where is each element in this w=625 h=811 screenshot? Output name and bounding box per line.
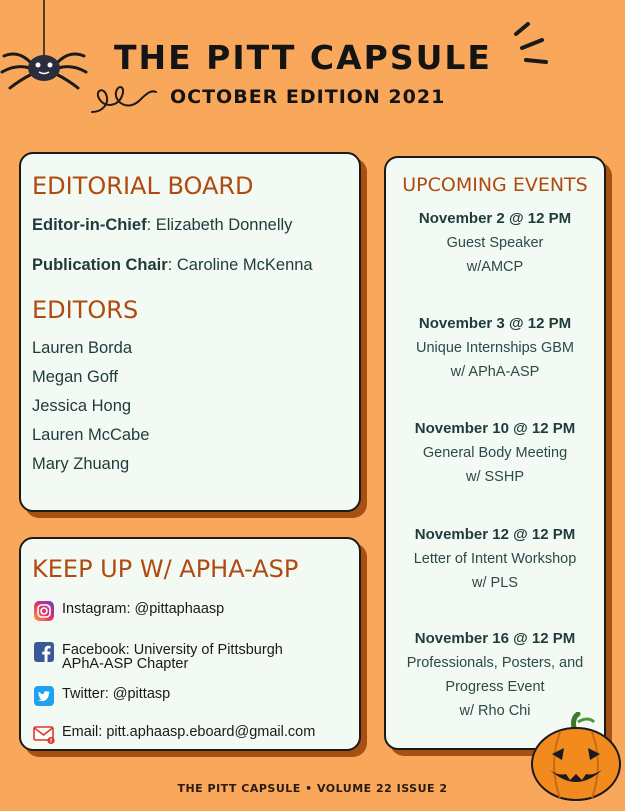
event-title: Letter of Intent Workshop bbox=[413, 551, 577, 567]
event-item bbox=[386, 315, 604, 384]
footer: THE PITT CAPSULE • VOLUME 22 ISSUE 2 bbox=[177, 782, 448, 795]
editor-name: Jessica Hong bbox=[32, 397, 132, 415]
event-title: Professionals, Posters, and bbox=[406, 655, 584, 671]
keep-up-card bbox=[19, 537, 361, 751]
event-title: Guest Speaker bbox=[446, 235, 544, 251]
event-host: w/ SSHP bbox=[465, 469, 524, 485]
event-host: w/ Rho Chi bbox=[459, 703, 531, 719]
event-title: General Body Meeting bbox=[422, 445, 568, 461]
event-title: Progress Event bbox=[445, 679, 545, 695]
email-contact[interactable] bbox=[33, 723, 315, 745]
upcoming-events-heading: UPCOMING EVENTS bbox=[402, 174, 588, 196]
sparkle-lines-icon bbox=[508, 20, 558, 70]
editor-name: Lauren McCabe bbox=[32, 426, 150, 444]
event-date: November 16 @ 12 PM bbox=[414, 630, 576, 647]
twitter-text: Twitter: @pittasp bbox=[62, 686, 171, 702]
swirl-icon bbox=[88, 82, 160, 118]
editor-name: Megan Goff bbox=[32, 368, 118, 386]
event-host: w/AMCP bbox=[466, 259, 524, 275]
editors-heading: EDITORS bbox=[32, 296, 139, 324]
event-host: w/ APhA-ASP bbox=[450, 364, 540, 380]
twitter-icon bbox=[33, 685, 55, 707]
instagram-icon bbox=[33, 600, 55, 622]
keep-up-heading: KEEP UP W/ APHA-ASP bbox=[32, 555, 299, 583]
event-item bbox=[386, 526, 604, 595]
spider-icon bbox=[0, 0, 92, 95]
twitter-contact[interactable] bbox=[33, 685, 170, 707]
instagram-contact[interactable] bbox=[33, 600, 224, 622]
editorial-board-card bbox=[19, 152, 361, 512]
publication-chair: Publication Chair: Caroline McKenna bbox=[32, 256, 313, 274]
facebook-text-line-1: Facebook: University of Pittsburgh bbox=[62, 642, 283, 658]
upcoming-events-card bbox=[384, 156, 606, 750]
edition-subtitle: OCTOBER EDITION 2021 bbox=[170, 86, 446, 108]
facebook-text-line-2: APhA-ASP Chapter bbox=[62, 656, 189, 672]
facebook-contact[interactable] bbox=[33, 641, 283, 671]
event-date: November 2 @ 12 PM bbox=[418, 210, 572, 227]
facebook-icon bbox=[33, 641, 55, 663]
event-title: Unique Internships GBM bbox=[416, 340, 574, 356]
event-item bbox=[386, 630, 604, 723]
editor-name: Lauren Borda bbox=[32, 339, 132, 357]
instagram-text: Instagram: @pittaphaasp bbox=[62, 601, 225, 617]
event-item bbox=[386, 210, 604, 279]
event-host: w/ PLS bbox=[472, 575, 518, 591]
editor-in-chief: Editor-in-Chief: Elizabeth Donnelly bbox=[32, 216, 293, 234]
newsletter-title: THE PITT CAPSULE bbox=[114, 38, 492, 77]
editorial-board-heading: EDITORIAL BOARD bbox=[32, 172, 254, 200]
editor-name: Mary Zhuang bbox=[32, 455, 130, 473]
event-date: November 10 @ 12 PM bbox=[414, 420, 576, 437]
event-date: November 3 @ 12 PM bbox=[418, 315, 572, 332]
event-item bbox=[386, 420, 604, 489]
email-text: Email: pitt.aphaasp.eboard@gmail.com bbox=[62, 724, 316, 740]
email-icon bbox=[33, 723, 55, 745]
event-date: November 12 @ 12 PM bbox=[414, 526, 576, 543]
